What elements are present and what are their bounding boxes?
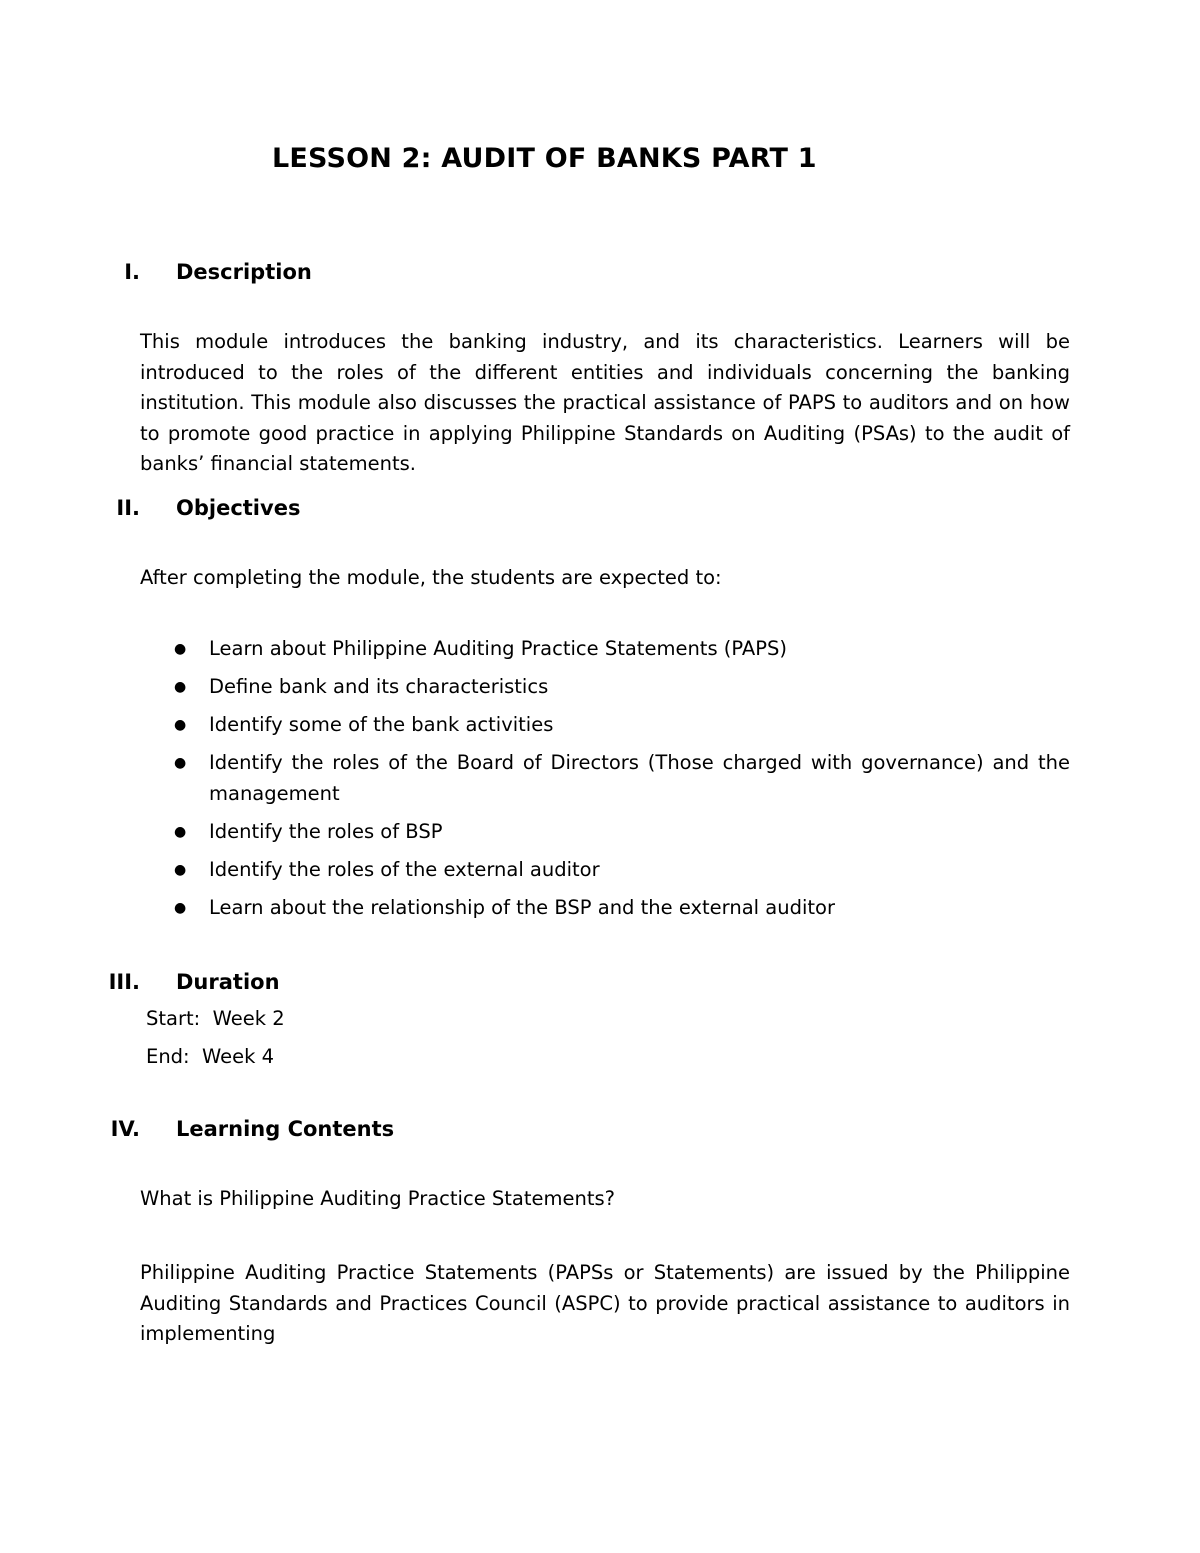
list-item — [140, 817, 1070, 848]
bullet-icon: ● — [174, 679, 187, 695]
section-title: Duration — [176, 970, 280, 994]
section-number: I. — [124, 260, 140, 284]
list-item-text: Identify the roles of the external auditor — [209, 857, 600, 881]
list-item — [140, 710, 1070, 741]
list-item-text: Identify the roles of BSP — [209, 819, 443, 843]
list-item — [140, 748, 1070, 809]
section-title: Objectives — [176, 496, 301, 520]
section-title: Learning Contents — [176, 1117, 395, 1141]
list-item — [140, 893, 1070, 924]
section-heading-duration — [0, 970, 1200, 1000]
bullet-icon: ● — [174, 861, 187, 878]
list-item — [140, 634, 1070, 665]
list-item-text: Define bank and its characteristics — [209, 675, 549, 698]
list-item-text: Learn about the relationship of the BSP and the external auditor — [209, 895, 835, 919]
bullet-icon: ● — [174, 899, 187, 916]
list-item — [140, 672, 1070, 703]
list-item-text: Identify the roles of the Board of Directors (Those charged with governance) and the management — [209, 751, 1070, 805]
list-item-text: Learn about Philippine Auditing Practice Statements (PAPS) — [209, 637, 788, 660]
section-heading-learning-contents — [0, 1117, 1200, 1147]
list-item — [140, 855, 1070, 886]
bullet-icon: ● — [174, 755, 187, 771]
learning-paragraph: Philippine Auditing Practice Statements (PAPSs or Statements) are issued by the Philippine Auditing Standards and Practices Council (ASPC) to provide practical assistance to auditors in implementing — [140, 1261, 1070, 1345]
section-heading-description — [0, 260, 1200, 290]
description-paragraph: This module introduces the banking industry, and its characteristics. Learners will be introduced to the roles of the different entities and individuals concerning the banking institution. This module also discusses the practical assistance of PAPS to auditors and on how to promote good practice in applying Philippine Standards on Auditing (PSAs) to the audit of banks’ financial statements. — [140, 330, 1070, 475]
section-title: Description — [176, 260, 312, 284]
bullet-icon: ● — [174, 717, 187, 733]
section-number: IV. — [110, 1117, 140, 1141]
section-heading-objectives — [0, 496, 1200, 526]
learning-question: What is Philippine Auditing Practice Statements? — [140, 1187, 616, 1210]
list-item-text: Identify some of the bank activities — [209, 713, 554, 736]
objectives-list — [140, 634, 1070, 931]
bullet-icon: ● — [174, 823, 187, 840]
duration-start: Start: Week 2 — [146, 1007, 285, 1030]
duration-end: End: Week 4 — [146, 1045, 275, 1068]
objectives-intro: After completing the module, the students are expected to: — [140, 566, 722, 589]
bullet-icon: ● — [174, 641, 187, 657]
page-title: LESSON 2: AUDIT OF BANKS PART 1 — [272, 143, 817, 174]
section-number: III. — [108, 970, 140, 994]
section-number: II. — [116, 496, 140, 520]
